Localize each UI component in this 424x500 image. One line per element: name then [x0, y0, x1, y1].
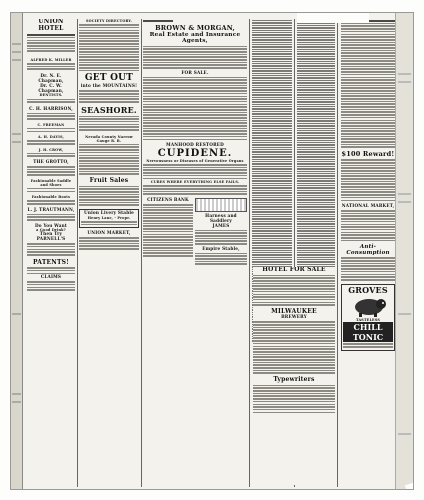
ad-heading: L. J. TRAUTMANN,	[27, 206, 75, 212]
for-sale-heading: FOR SALE.	[181, 69, 209, 75]
ad-heading: Do You Want	[34, 222, 68, 228]
carriage-illustration	[195, 198, 247, 212]
ad-heading: Dr. C. W. Chapman,	[38, 82, 64, 93]
livery-stable-heading: Union Livery Stable	[84, 210, 134, 216]
adjacent-page-edge-left	[11, 13, 23, 490]
ad-heading: Fashionable Saddle and Shoes	[30, 178, 72, 187]
cures-heading: CURES WHERE EVERYTHING ELSE FAILS.	[150, 180, 240, 185]
ad-heading: Fashionable Boots	[31, 195, 71, 200]
column-rule	[249, 19, 250, 487]
railroad-heading: Nevada County Narrow Gauge R. R.	[85, 134, 133, 143]
chill-label: CHILL	[343, 322, 393, 332]
fruit-sales-heading: Fruit Sales	[89, 176, 129, 184]
hotel-for-sale-heading: HOTEL FOR SALE	[262, 267, 326, 273]
cupidene-heading: CUPIDENE.	[157, 147, 233, 159]
national-market-heading: NATIONAL MARKET,	[341, 203, 395, 209]
pig-illustration	[349, 295, 387, 317]
livery-proprietor: Henry Lane, - Propr.	[87, 215, 131, 220]
ad-heading: THE GROTTO,	[33, 159, 69, 165]
ad-heading: C. FREEMAN	[37, 122, 65, 127]
column-2	[79, 19, 139, 487]
brown-morgan-heading: BROWN & MORGAN,	[155, 23, 235, 32]
column-3	[143, 19, 247, 487]
cupidene-subheading: Nervousness or Diseases of Generative Organs	[146, 158, 244, 163]
anti-consumption-heading: Anti-Consumption	[346, 244, 390, 257]
milwaukee-heading: MILWAUKEE	[271, 307, 317, 315]
brewery-heading: BREWERY	[281, 314, 307, 320]
get-out-heading: GET OUT	[84, 73, 134, 84]
column-1	[27, 19, 75, 487]
column-rule	[141, 19, 142, 487]
column-6-ads	[253, 267, 335, 485]
citizens-bank-heading: CITIZENS BANK	[147, 197, 189, 203]
society-directory-heading: SOCIETY DIRECTORY.	[86, 19, 132, 23]
union-market-heading: UNION MARKET,	[87, 230, 131, 236]
tonic-label: TONIC	[343, 332, 393, 342]
column-rule	[337, 19, 338, 487]
column-rule	[77, 19, 78, 487]
ad-subheading: DENTISTS.	[39, 93, 63, 98]
newspaper-scan	[10, 12, 414, 490]
empire-stable-heading: Empire Stable,	[202, 245, 240, 251]
real-estate-subheading: Real Estate and Insurance Agents,	[149, 31, 241, 45]
ad-heading: A. H. DAVIS,	[37, 135, 64, 140]
tasteless-label: TASTELESS	[355, 318, 381, 323]
mountains-subheading: into the MOUNTAINS!	[80, 83, 138, 89]
ad-heading: Dr. N. E. Chapman,	[38, 73, 64, 83]
typewriters-heading: Typewriters	[273, 376, 315, 384]
manhood-restored-heading: MANHOOD RESTORED	[165, 142, 225, 148]
union-hotel-heading: UNION HOTEL	[38, 19, 64, 32]
patents-heading: PATENTS!	[33, 258, 69, 266]
harness-saddlery-heading: Harness and Saddlery	[205, 213, 237, 223]
torn-paper-top	[297, 13, 369, 23]
groves-tonic-ad	[341, 284, 395, 351]
ad-heading: Then Try PARNELL'S	[36, 231, 66, 242]
groves-heading: GROVES	[348, 284, 388, 295]
ad-heading: ALFRED K. MILLER	[30, 57, 72, 62]
ad-subheading: a Good Drink?	[36, 228, 66, 233]
claims-heading: CLAIMS	[40, 274, 62, 280]
james-heading: JAMES	[212, 222, 230, 228]
adjacent-page-edge-right	[395, 13, 413, 490]
pig-icon	[349, 295, 389, 317]
ad-heading: C. H. HARRISON,	[29, 105, 73, 111]
seashore-heading: SEASHORE.	[81, 104, 137, 115]
column-7	[341, 19, 395, 487]
ad-heading: J. H. CROW,	[38, 147, 64, 152]
reward-heading: $100 Reward!	[341, 150, 395, 158]
